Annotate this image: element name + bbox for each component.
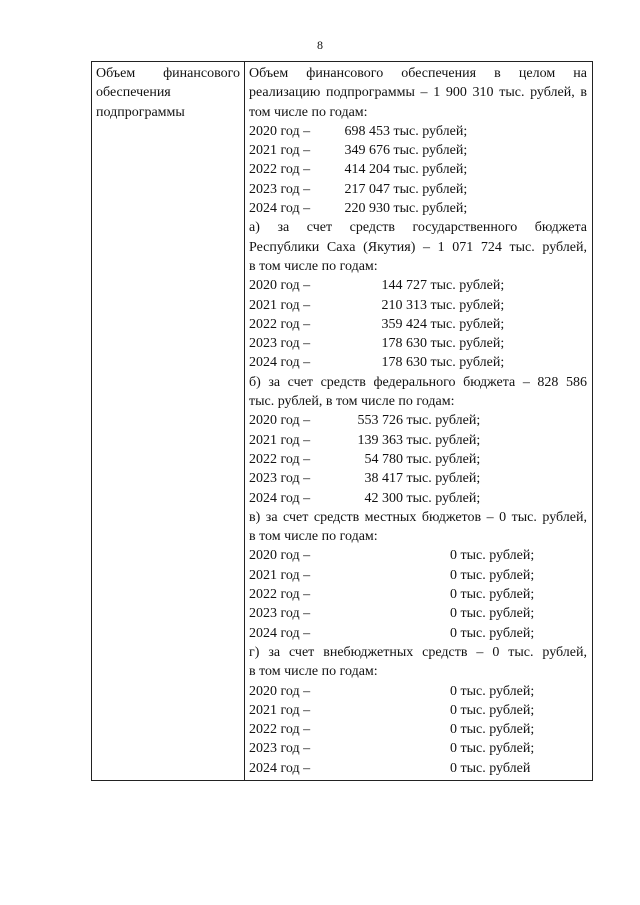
year-unit: тыс. рублей;	[430, 336, 505, 352]
paragraph-line: том числе по годам:	[249, 104, 368, 120]
year-label: 2020 год –	[249, 413, 311, 429]
year-list	[249, 122, 587, 218]
year-row	[249, 624, 587, 643]
year-unit: тыс. рублей	[460, 760, 531, 776]
paragraph-line: в том числе по годам:	[249, 258, 378, 274]
year-amount: 359 424	[381, 316, 427, 332]
row-label-line: обеспечения	[96, 85, 171, 101]
year-label: 2022 год –	[249, 451, 311, 467]
year-amount: 178 630	[381, 355, 427, 371]
year-row	[249, 122, 587, 141]
year-label: 2022 год –	[249, 587, 311, 603]
regional-budget-section	[249, 218, 587, 372]
paragraph-line: г) за счет внебюджетных средств – 0 тыс. рублей,	[249, 644, 587, 660]
paragraph-line: в том числе по годам:	[249, 664, 378, 680]
year-label: 2020 год –	[249, 683, 311, 699]
page-number: 8	[317, 38, 323, 52]
paragraph-line: а) за счет средств государственного бюджета	[249, 220, 587, 236]
year-row	[249, 334, 587, 353]
year-amount: 0	[450, 702, 457, 718]
year-row	[249, 759, 587, 778]
year-amount: 220 930	[344, 201, 390, 217]
year-amount: 210 313	[381, 297, 427, 313]
year-unit: тыс. рублей;	[406, 471, 481, 487]
year-label: 2023 год –	[249, 741, 311, 757]
paragraph-line: в том числе по годам:	[249, 529, 378, 545]
year-row	[249, 180, 587, 199]
year-amount: 42 300	[364, 490, 403, 506]
year-row	[249, 566, 587, 585]
year-label: 2020 год –	[249, 123, 311, 139]
extrabudgetary-section	[249, 643, 587, 778]
year-list	[249, 411, 587, 507]
year-unit: тыс. рублей;	[430, 278, 505, 294]
year-amount: 698 453	[344, 123, 390, 139]
year-amount: 0	[450, 683, 457, 699]
row-label-line: подпрограммы	[96, 104, 185, 120]
year-label: 2023 год –	[249, 181, 311, 197]
year-label: 2022 год –	[249, 722, 311, 738]
year-row	[249, 469, 587, 488]
year-label: 2021 год –	[249, 432, 311, 448]
year-label: 2021 год –	[249, 567, 311, 583]
year-unit: тыс. рублей;	[460, 587, 535, 603]
year-unit: тыс. рублей;	[430, 355, 505, 371]
year-amount: 0	[450, 567, 457, 583]
year-unit: тыс. рублей;	[406, 413, 481, 429]
year-amount: 217 047	[344, 181, 390, 197]
year-amount: 144 727	[381, 278, 427, 294]
year-label: 2021 год –	[249, 702, 311, 718]
year-row	[249, 604, 587, 623]
year-list	[249, 682, 587, 778]
year-unit: тыс. рублей;	[460, 722, 535, 738]
year-label: 2020 год –	[249, 278, 311, 294]
year-label: 2024 год –	[249, 355, 311, 371]
paragraph-line: Республики Саха (Якутия) – 1 071 724 тыс. рублей,	[249, 239, 587, 255]
year-amount: 553 726	[357, 413, 403, 429]
paragraph-line: б) за счет средств федерального бюджета – 828 586	[249, 374, 587, 390]
year-unit: тыс. рублей;	[406, 451, 481, 467]
year-amount: 0	[450, 587, 457, 603]
year-unit: тыс. рублей;	[460, 625, 535, 641]
year-unit: тыс. рублей;	[460, 567, 535, 583]
year-unit: тыс. рублей;	[460, 606, 535, 622]
year-list	[249, 276, 587, 372]
paragraph-line: Объем финансового обеспечения в целом на	[249, 66, 587, 81]
year-amount: 0	[450, 722, 457, 738]
year-amount: 0	[450, 625, 457, 641]
year-row	[249, 276, 587, 295]
year-label: 2024 год –	[249, 490, 311, 506]
year-label: 2021 год –	[249, 143, 311, 159]
year-amount: 414 204	[344, 162, 390, 178]
year-unit: тыс. рублей;	[393, 143, 468, 159]
year-unit: тыс. рублей;	[393, 181, 468, 197]
year-list	[249, 546, 587, 642]
paragraph-line: в) за счет средств местных бюджетов – 0 тыс. рублей,	[249, 509, 587, 525]
year-row	[249, 585, 587, 604]
year-row	[249, 546, 587, 565]
federal-budget-section	[249, 373, 587, 508]
year-row	[249, 701, 587, 720]
year-label: 2024 год –	[249, 201, 311, 217]
paragraph-line: реализацию подпрограммы – 1 900 310 тыс. рублей, в	[249, 85, 587, 101]
year-row	[249, 411, 587, 430]
year-unit: тыс. рублей;	[393, 162, 468, 178]
year-label: 2022 год –	[249, 162, 311, 178]
year-amount: 139 363	[357, 432, 403, 448]
year-row	[249, 682, 587, 701]
year-row	[249, 353, 587, 372]
year-row	[249, 431, 587, 450]
year-label: 2024 год –	[249, 625, 311, 641]
year-label: 2023 год –	[249, 336, 311, 352]
year-label: 2024 год –	[249, 760, 311, 776]
year-label: 2020 год –	[249, 548, 311, 564]
year-row	[249, 199, 587, 218]
year-unit: тыс. рублей;	[406, 490, 481, 506]
year-unit: тыс. рублей;	[460, 548, 535, 564]
year-row	[249, 160, 587, 179]
local-budget-section	[249, 508, 587, 643]
year-row	[249, 450, 587, 469]
year-amount: 349 676	[344, 143, 390, 159]
year-unit: тыс. рублей;	[460, 683, 535, 699]
year-amount: 0	[450, 741, 457, 757]
year-label: 2023 год –	[249, 471, 311, 487]
year-row	[249, 739, 587, 758]
year-row	[249, 141, 587, 160]
year-unit: тыс. рублей;	[393, 123, 468, 139]
funding-table	[91, 61, 593, 781]
year-label: 2021 год –	[249, 297, 311, 313]
year-amount: 38 417	[364, 471, 403, 487]
year-amount: 0	[450, 606, 457, 622]
year-amount: 0	[450, 760, 457, 776]
year-unit: тыс. рублей;	[406, 432, 481, 448]
year-amount: 0	[450, 548, 457, 564]
year-unit: тыс. рублей;	[430, 316, 505, 332]
row-content-cell	[245, 62, 593, 781]
year-amount: 178 630	[381, 336, 427, 352]
year-unit: тыс. рублей;	[430, 297, 505, 313]
year-row	[249, 720, 587, 739]
year-row	[249, 489, 587, 508]
year-unit: тыс. рублей;	[460, 702, 535, 718]
year-label: 2022 год –	[249, 316, 311, 332]
year-label: 2023 год –	[249, 606, 311, 622]
total-funding-section	[249, 64, 587, 218]
year-row	[249, 315, 587, 334]
row-label-line: Объем финансового	[96, 66, 240, 81]
year-row	[249, 296, 587, 315]
year-amount: 54 780	[364, 451, 403, 467]
row-label-cell	[92, 62, 245, 781]
table-row	[92, 62, 593, 781]
paragraph-line: тыс. рублей, в том числе по годам:	[249, 394, 455, 410]
year-unit: тыс. рублей;	[460, 741, 535, 757]
year-unit: тыс. рублей;	[393, 201, 468, 217]
